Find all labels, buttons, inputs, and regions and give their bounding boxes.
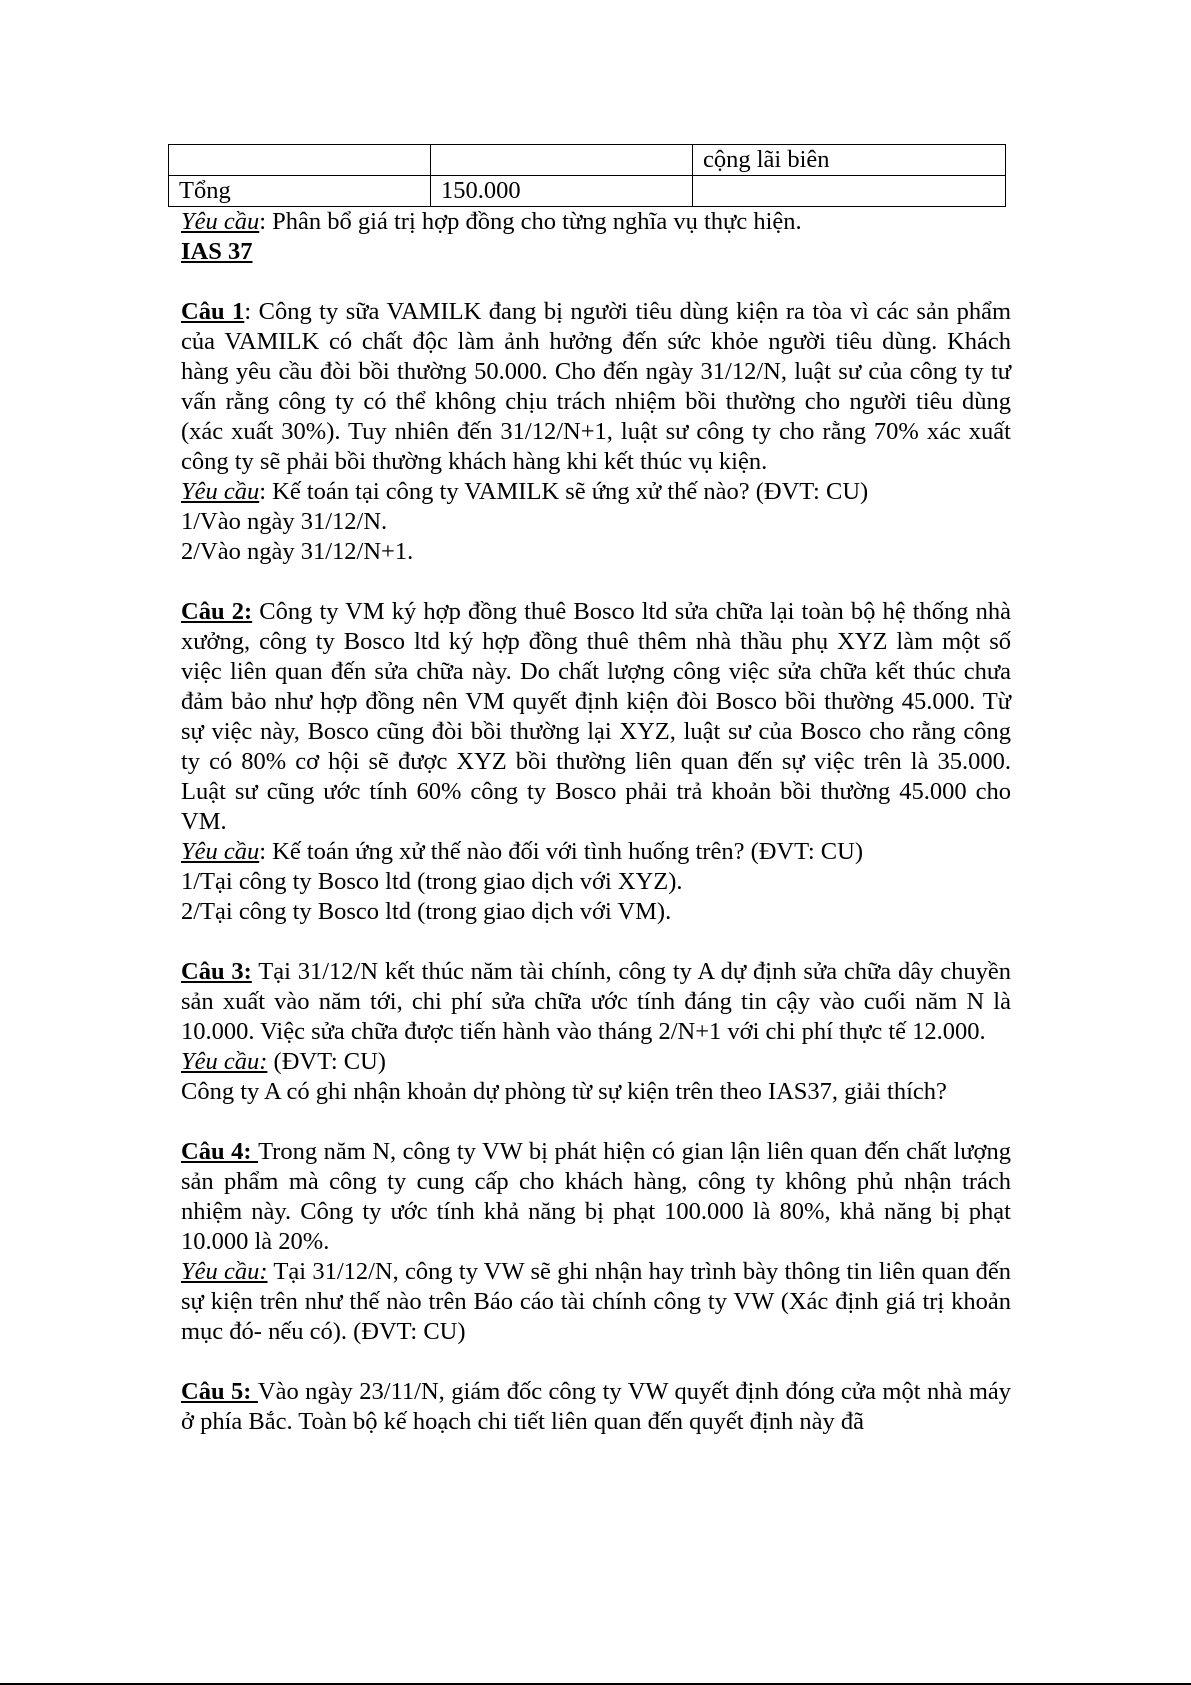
question-4 <box>181 1137 1011 1347</box>
question-text: Vào ngày 23/11/N, giám đốc công ty VW quyết định đóng cửa một nhà máy ở phía Bắc. Toàn bộ kế hoạch chi tiết liên quan đến quyết định này đã <box>181 1378 1011 1435</box>
table-cell: cộng lãi biên <box>693 145 1006 176</box>
question-body <box>181 1137 1011 1257</box>
table-cell <box>431 145 693 176</box>
question-3 <box>181 957 1011 1107</box>
question-requirement <box>181 1257 1011 1347</box>
question-1 <box>181 297 1011 567</box>
question-label: Câu 4: <box>181 1138 259 1165</box>
question-text: Trong năm N, công ty VW bị phát hiện có gian lận liên quan đến chất lượng sản phẩm mà công ty cung cấp cho khách hàng, công ty không phủ nhận trách nhiệm này. Công ty ước tính khả năng bị phạt 100.000 là 80%, khả năng bị phạt 10.000 là 20%. <box>181 1138 1011 1255</box>
requirement-text: : Phân bổ giá trị hợp đồng cho từng nghĩa vụ thực hiện. <box>259 208 802 235</box>
question-label: Câu 2: <box>181 598 253 625</box>
page-content <box>181 144 1011 1437</box>
requirement-text: : Kế toán tại công ty VAMILK sẽ ứng xử thế nào? (ĐVT: CU) <box>259 478 869 505</box>
question-text: Công ty VM ký hợp đồng thuê Bosco ltd sửa chữa lại toàn bộ hệ thống nhà xưởng, công ty Bosco ltd ký hợp đồng thuê thêm nhà thầu phụ XYZ làm một số việc liên quan đến sửa chữa này. Do chất lượng công việc sửa chữa kết thúc chưa đảm bảo như hợp đồng nên VM quyết định kiện đòi Bosco bồi thường 45.000. Từ sự việc này, Bosco cũng đòi bồi thường lại XYZ, luật sư của Bosco cho rằng công ty có 80% cơ hội sẽ được XYZ bồi thường liên quan đến sự việc trên là 35.000. Luật sư cũng ước tính 60% công ty Bosco phải trả khoản bồi thường 45.000 cho VM. <box>181 598 1012 835</box>
list-item: 1/Vào ngày 31/12/N. <box>181 508 388 535</box>
requirement-label: Yêu cầu <box>181 838 260 865</box>
requirement-label: Yêu cầu <box>181 478 260 505</box>
question-text: : Công ty sữa VAMILK đang bị người tiêu dùng kiện ra tòa vì các sản phẩm của VAMILK có chất độc làm ảnh hưởng đến sức khỏe người tiêu dùng. Khách hàng yêu cầu đòi bồi thường 50.000. Cho đến ngày 31/12/N, luật sư của công ty tư vấn rằng công ty có thể không chịu trách nhiệm bồi thường cho người tiêu dùng (xác xuất 30%). Tuy nhiên đến 31/12/N+1, luật sư công ty cho rằng 70% xác xuất công ty sẽ phải bồi thường khách hàng khi kết thúc vụ kiện. <box>181 298 1011 475</box>
requirement-text: Tại 31/12/N, công ty VW sẽ ghi nhận hay trình bày thông tin liên quan đến sự kiện trên như thế nào trên Báo cáo tài chính công ty VW (Xác định giá trị khoản mục đó- nếu có). (ĐVT: CU) <box>181 1258 1011 1345</box>
question-body <box>181 1377 1011 1437</box>
requirement-label: Yêu cầu: <box>181 1048 268 1075</box>
requirement-text: : Kế toán ứng xử thế nào đối với tình huống trên? (ĐVT: CU) <box>259 838 863 865</box>
question-body <box>181 957 1011 1047</box>
question-label: Câu 3: <box>181 958 252 985</box>
table-row <box>169 176 1006 207</box>
list-item: 2/Vào ngày 31/12/N+1. <box>181 538 414 565</box>
question-body <box>181 597 1011 837</box>
question-2 <box>181 597 1011 927</box>
list-item: 1/Tại công ty Bosco ltd (trong giao dịch với XYZ). <box>181 868 683 895</box>
requirement-label: Yêu cầu <box>181 208 260 235</box>
table-row <box>169 145 1006 176</box>
question-body <box>181 297 1011 477</box>
table-cell: Tổng <box>169 176 431 207</box>
question-5 <box>181 1377 1011 1437</box>
section-title: IAS 37 <box>181 238 253 265</box>
table-cell <box>169 145 431 176</box>
question-requirement <box>181 1047 1011 1077</box>
question-label: Câu 1 <box>181 298 245 325</box>
requirement-label: Yêu cầu: <box>181 1258 268 1285</box>
list-item: 2/Tại công ty Bosco ltd (trong giao dịch với VM). <box>181 898 672 925</box>
table-cell <box>693 176 1006 207</box>
question-text: Tại 31/12/N kết thúc năm tài chính, công ty A dự định sửa chữa dây chuyền sản xuất vào năm tới, chi phí sửa chữa ước tính đáng tin cậy vào cuối năm N là 10.000. Việc sửa chữa được tiến hành vào tháng 2/N+1 với chi phí thực tế 12.000. <box>181 958 1011 1045</box>
question-label: Câu 5: <box>181 1378 258 1405</box>
table-cell: 150.000 <box>431 176 693 207</box>
question-requirement <box>181 477 1011 507</box>
requirement-text: (ĐVT: CU) <box>267 1048 386 1075</box>
intro-requirement <box>181 207 1011 237</box>
list-item: Công ty A có ghi nhận khoản dự phòng từ sự kiện trên theo IAS37, giải thích? <box>181 1078 947 1105</box>
data-table <box>168 144 1006 207</box>
question-requirement <box>181 837 1011 867</box>
